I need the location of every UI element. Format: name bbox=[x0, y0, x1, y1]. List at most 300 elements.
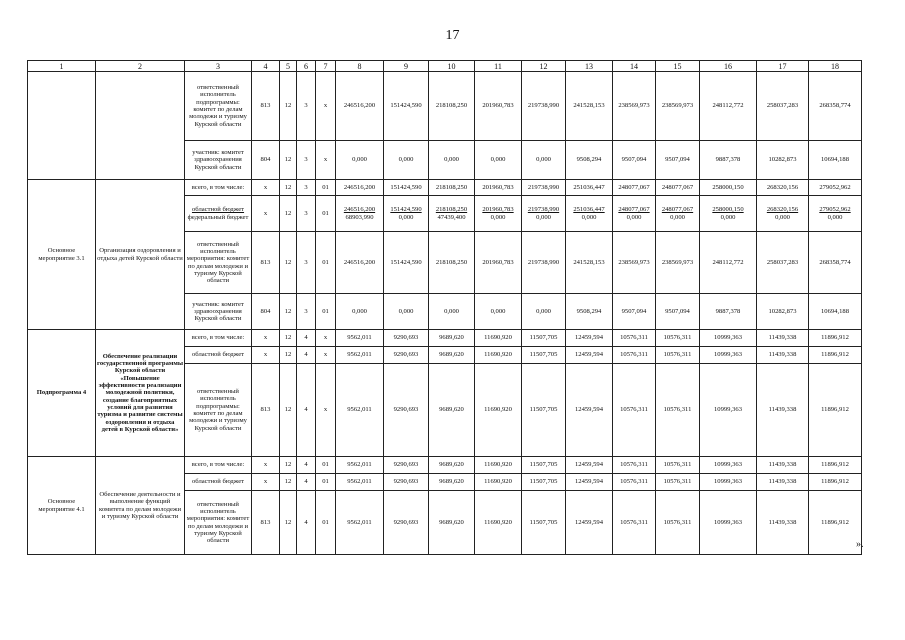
value-main: 10576,311 bbox=[663, 461, 692, 469]
value-cell bbox=[384, 180, 429, 196]
value-cell bbox=[757, 474, 809, 491]
value-main: 10576,311 bbox=[663, 478, 692, 486]
value-secondary: 0,000 bbox=[670, 213, 685, 221]
value-cell bbox=[656, 72, 700, 141]
value-cell bbox=[700, 474, 757, 491]
value-cell bbox=[522, 232, 566, 294]
value-cell bbox=[252, 232, 280, 294]
value-main: 10576,311 bbox=[663, 334, 692, 342]
value-cell bbox=[252, 474, 280, 491]
value-cell bbox=[384, 457, 429, 474]
value-cell bbox=[656, 294, 700, 330]
value-cell bbox=[384, 347, 429, 364]
executor-cell bbox=[185, 196, 252, 232]
value-main: х bbox=[323, 351, 328, 359]
value-cell bbox=[475, 196, 522, 232]
value-cell bbox=[429, 294, 475, 330]
value-cell bbox=[656, 364, 700, 457]
value-cell bbox=[566, 457, 613, 474]
value-main: 9290,693 bbox=[393, 461, 419, 469]
value-main: 11690,920 bbox=[484, 406, 512, 414]
value-main: 12459,594 bbox=[574, 351, 604, 359]
value-cell bbox=[252, 294, 280, 330]
value-cell bbox=[566, 491, 613, 555]
executor-cell bbox=[185, 141, 252, 180]
value-cell bbox=[757, 330, 809, 347]
column-number-cell: 2 bbox=[96, 61, 185, 72]
value-main: х bbox=[323, 156, 328, 164]
value-main: 9562,011 bbox=[347, 334, 372, 342]
value-cell bbox=[252, 196, 280, 232]
value-main: 10999,363 bbox=[713, 334, 743, 342]
value-main: 9689,620 bbox=[439, 351, 464, 359]
value-main: х bbox=[263, 209, 268, 217]
value-main: 10576,311 bbox=[663, 518, 692, 526]
value-main: х bbox=[323, 334, 328, 342]
program-name-cell: Обеспечение деятельности и выполнение функций комитета по делам молодежи и туризму Курской области bbox=[96, 457, 185, 555]
value-cell bbox=[316, 457, 336, 474]
value-main: 268358,774 bbox=[819, 102, 851, 110]
value-cell bbox=[522, 196, 566, 232]
value-cell bbox=[656, 180, 700, 196]
value-main: 9562,011 bbox=[347, 406, 372, 414]
value-main: 238569,973 bbox=[661, 258, 694, 266]
value-main: 10576,311 bbox=[620, 406, 648, 414]
executor-text: ответственный исполнитель подпрограммы: комитет по делам молодежи и туризму Курской области bbox=[189, 388, 247, 432]
value-cell bbox=[566, 72, 613, 141]
value-main: 9507,094 bbox=[665, 307, 690, 315]
value-main: 4 bbox=[304, 518, 308, 526]
value-cell bbox=[429, 457, 475, 474]
value-cell bbox=[384, 491, 429, 555]
value-cell bbox=[429, 347, 475, 364]
value-main: 12459,594 bbox=[574, 406, 604, 414]
value-secondary: 0,000 bbox=[398, 213, 414, 221]
value-main: 11896,912 bbox=[821, 478, 849, 486]
value-main: 11439,338 bbox=[768, 478, 797, 486]
value-main: 201960,783 bbox=[482, 102, 514, 110]
value-main: 218108,250 bbox=[435, 102, 468, 110]
value-cell bbox=[656, 457, 700, 474]
value-main: 241528,153 bbox=[573, 258, 605, 266]
value-cell bbox=[316, 491, 336, 555]
value-cell bbox=[297, 347, 316, 364]
value-main: 11507,705 bbox=[529, 461, 558, 469]
value-cell bbox=[297, 180, 316, 196]
value-cell bbox=[809, 491, 862, 555]
value-cell bbox=[656, 474, 700, 491]
value-main: 3 bbox=[304, 102, 308, 110]
value-main: 12 bbox=[284, 209, 292, 217]
value-main: 4 bbox=[304, 334, 308, 342]
value-main: 0,000 bbox=[398, 307, 414, 315]
value-cell bbox=[522, 491, 566, 555]
value-cell bbox=[757, 294, 809, 330]
value-main: 9290,693 bbox=[393, 478, 419, 486]
executor-cell bbox=[185, 364, 252, 457]
value-cell bbox=[566, 232, 613, 294]
value-main: 9507,094 bbox=[621, 156, 647, 164]
header-row bbox=[28, 61, 862, 72]
value-main: 11439,338 bbox=[768, 334, 797, 342]
value-main: 12 bbox=[284, 461, 292, 469]
value-main: 9689,620 bbox=[439, 478, 464, 486]
value-main: 9689,620 bbox=[439, 334, 464, 342]
value-main: х bbox=[263, 183, 268, 191]
program-item-cell: Подпрограмма 4 bbox=[28, 330, 96, 457]
value-cell bbox=[700, 141, 757, 180]
value-cell bbox=[656, 196, 700, 232]
value-cell bbox=[475, 474, 522, 491]
value-main: 238569,973 bbox=[661, 102, 694, 110]
value-main: 268320,156 bbox=[766, 206, 799, 214]
executor-cell bbox=[185, 347, 252, 364]
value-cell bbox=[809, 196, 862, 232]
value-cell bbox=[809, 232, 862, 294]
value-main: 9507,094 bbox=[665, 156, 690, 164]
value-cell bbox=[613, 474, 656, 491]
value-cell bbox=[280, 141, 297, 180]
value-main: 4 bbox=[304, 406, 308, 414]
value-cell bbox=[522, 294, 566, 330]
value-main: 813 bbox=[260, 102, 271, 110]
value-main: 251036,447 bbox=[573, 183, 605, 191]
value-main: 11507,705 bbox=[529, 351, 558, 359]
value-cell bbox=[297, 232, 316, 294]
value-main: 12459,594 bbox=[574, 461, 604, 469]
value-main: 01 bbox=[322, 258, 329, 266]
program-name-cell bbox=[96, 72, 185, 180]
value-secondary: 0,000 bbox=[490, 213, 506, 221]
value-secondary: 0,000 bbox=[720, 213, 736, 221]
value-main: 9508,294 bbox=[576, 307, 602, 315]
value-cell bbox=[809, 72, 862, 141]
value-cell bbox=[700, 491, 757, 555]
value-main: 11690,920 bbox=[484, 518, 512, 526]
value-cell bbox=[384, 196, 429, 232]
value-main: 9562,011 bbox=[347, 351, 372, 359]
table-row bbox=[28, 180, 862, 196]
value-main: 12 bbox=[284, 406, 292, 414]
value-main: 219738,990 bbox=[527, 183, 560, 191]
value-main: 238569,973 bbox=[618, 102, 650, 110]
value-cell bbox=[613, 294, 656, 330]
value-cell bbox=[700, 457, 757, 474]
value-main: 9290,693 bbox=[393, 518, 419, 526]
value-cell bbox=[475, 294, 522, 330]
value-main: 10999,363 bbox=[713, 351, 743, 359]
value-cell bbox=[316, 232, 336, 294]
table-row bbox=[28, 457, 862, 474]
value-cell bbox=[384, 232, 429, 294]
value-main: 0,000 bbox=[490, 307, 506, 315]
executor-cell bbox=[185, 474, 252, 491]
value-main: 258037,283 bbox=[766, 102, 799, 110]
value-cell bbox=[700, 196, 757, 232]
value-cell bbox=[757, 196, 809, 232]
value-secondary: 0,000 bbox=[775, 213, 790, 221]
value-main: 10282,873 bbox=[768, 307, 797, 315]
value-cell bbox=[297, 141, 316, 180]
column-number-cell: 17 bbox=[757, 61, 809, 72]
value-cell bbox=[522, 72, 566, 141]
value-main: 279052,962 bbox=[819, 183, 851, 191]
value-main: 3 bbox=[304, 183, 308, 191]
value-main: 151424,590 bbox=[390, 183, 422, 191]
value-main: 12459,594 bbox=[574, 478, 604, 486]
value-cell bbox=[316, 141, 336, 180]
value-cell bbox=[809, 330, 862, 347]
value-main: 813 bbox=[260, 518, 271, 526]
executor-text-secondary: федеральный бюджет bbox=[187, 213, 249, 221]
value-main: 246516,200 bbox=[343, 102, 376, 110]
value-cell bbox=[475, 457, 522, 474]
value-main: 10576,311 bbox=[620, 518, 648, 526]
value-main: 813 bbox=[260, 258, 271, 266]
value-main: 10999,363 bbox=[713, 406, 743, 414]
value-cell bbox=[280, 474, 297, 491]
value-main: 0,000 bbox=[536, 307, 551, 315]
value-main: 10576,311 bbox=[620, 478, 648, 486]
value-cell bbox=[656, 232, 700, 294]
value-main: 9689,620 bbox=[439, 406, 464, 414]
column-number-cell: 14 bbox=[613, 61, 656, 72]
value-cell bbox=[384, 294, 429, 330]
value-main: 10576,311 bbox=[620, 351, 648, 359]
value-main: 01 bbox=[322, 478, 329, 486]
value-cell bbox=[700, 180, 757, 196]
value-cell bbox=[475, 491, 522, 555]
value-cell bbox=[384, 330, 429, 347]
value-cell bbox=[429, 141, 475, 180]
value-cell bbox=[757, 180, 809, 196]
value-cell bbox=[757, 141, 809, 180]
value-cell bbox=[297, 294, 316, 330]
value-cell bbox=[475, 232, 522, 294]
value-main: 4 bbox=[304, 461, 308, 469]
executor-text: ответственный исполнитель мероприятия: комитет по делам молодежи и туризму Курской области bbox=[186, 500, 250, 545]
value-cell bbox=[316, 180, 336, 196]
value-cell bbox=[613, 330, 656, 347]
value-cell bbox=[297, 196, 316, 232]
value-main: 218108,250 bbox=[435, 206, 468, 214]
value-cell bbox=[522, 457, 566, 474]
value-main: 258000,150 bbox=[712, 183, 744, 191]
value-cell bbox=[566, 364, 613, 457]
value-main: 10999,363 bbox=[713, 478, 743, 486]
value-main: 246516,200 bbox=[343, 183, 376, 191]
value-main: 248112,772 bbox=[712, 102, 744, 110]
value-secondary: 0,000 bbox=[827, 213, 843, 221]
value-main: х bbox=[263, 334, 268, 342]
value-main: 9562,011 bbox=[347, 478, 372, 486]
value-cell bbox=[252, 364, 280, 457]
column-number-cell: 12 bbox=[522, 61, 566, 72]
value-cell bbox=[757, 72, 809, 141]
value-main: 9507,094 bbox=[621, 307, 647, 315]
page-number: 17 bbox=[445, 28, 460, 43]
value-cell bbox=[429, 364, 475, 457]
value-cell bbox=[384, 474, 429, 491]
value-main: 813 bbox=[260, 406, 271, 414]
column-number-cell: 1 bbox=[28, 61, 96, 72]
executor-text: участник: комитет здравоохранения Курской области bbox=[192, 149, 244, 171]
executor-cell bbox=[185, 491, 252, 555]
value-main: 11690,920 bbox=[484, 461, 512, 469]
value-main: 219738,990 bbox=[527, 102, 560, 110]
value-main: 9887,378 bbox=[715, 156, 741, 164]
value-cell bbox=[280, 491, 297, 555]
value-main: 238569,973 bbox=[618, 258, 650, 266]
value-cell bbox=[252, 141, 280, 180]
program-item-cell: Основное мероприятие 4.1 bbox=[28, 457, 96, 555]
value-main: 12 bbox=[284, 518, 292, 526]
value-cell bbox=[336, 72, 384, 141]
value-main: 10576,311 bbox=[663, 406, 692, 414]
value-cell bbox=[757, 232, 809, 294]
value-cell bbox=[297, 330, 316, 347]
value-main: 10576,311 bbox=[620, 461, 648, 469]
value-cell bbox=[522, 364, 566, 457]
value-cell bbox=[613, 141, 656, 180]
value-main: х bbox=[263, 351, 268, 359]
value-cell bbox=[336, 294, 384, 330]
value-cell bbox=[384, 364, 429, 457]
value-main: 12 bbox=[284, 351, 292, 359]
value-main: 9562,011 bbox=[347, 461, 372, 469]
value-cell bbox=[280, 364, 297, 457]
value-cell bbox=[522, 141, 566, 180]
value-secondary: 0,000 bbox=[581, 213, 597, 221]
column-number-cell: 13 bbox=[566, 61, 613, 72]
value-cell bbox=[280, 347, 297, 364]
value-cell bbox=[336, 474, 384, 491]
value-main: 11690,920 bbox=[484, 334, 512, 342]
value-cell bbox=[475, 180, 522, 196]
value-main: 268358,774 bbox=[819, 258, 851, 266]
value-secondary: 0,000 bbox=[536, 213, 551, 221]
value-main: 0,000 bbox=[444, 307, 459, 315]
value-main: 248112,772 bbox=[712, 258, 744, 266]
value-cell bbox=[252, 457, 280, 474]
value-cell bbox=[613, 180, 656, 196]
closing-quote-mark: ». bbox=[856, 539, 864, 550]
value-main: 248077,067 bbox=[618, 206, 650, 214]
column-number-cell: 18 bbox=[809, 61, 862, 72]
value-cell bbox=[252, 347, 280, 364]
value-main: 0,000 bbox=[490, 156, 506, 164]
value-cell bbox=[522, 474, 566, 491]
value-cell bbox=[252, 180, 280, 196]
value-main: 201960,783 bbox=[482, 206, 514, 214]
value-cell bbox=[297, 72, 316, 141]
value-cell bbox=[656, 491, 700, 555]
value-cell bbox=[566, 347, 613, 364]
value-cell bbox=[566, 294, 613, 330]
value-main: 10694,188 bbox=[820, 156, 850, 164]
executor-text: областной бюджет bbox=[191, 478, 245, 486]
value-cell bbox=[297, 474, 316, 491]
executor-cell bbox=[185, 232, 252, 294]
value-cell bbox=[280, 72, 297, 141]
value-main: 9290,693 bbox=[393, 334, 419, 342]
value-cell bbox=[475, 330, 522, 347]
value-cell bbox=[757, 457, 809, 474]
value-main: 3 bbox=[304, 307, 308, 315]
value-main: 12 bbox=[284, 183, 292, 191]
column-number-cell: 3 bbox=[185, 61, 252, 72]
value-main: 0,000 bbox=[352, 307, 367, 315]
value-secondary: 68903,990 bbox=[345, 213, 374, 221]
value-cell bbox=[700, 330, 757, 347]
value-cell bbox=[613, 491, 656, 555]
value-main: 246516,200 bbox=[343, 206, 376, 214]
value-cell bbox=[316, 196, 336, 232]
column-number-cell: 11 bbox=[475, 61, 522, 72]
value-cell bbox=[700, 72, 757, 141]
value-main: 258000,150 bbox=[712, 206, 744, 214]
column-number-cell: 9 bbox=[384, 61, 429, 72]
value-cell bbox=[429, 180, 475, 196]
value-main: 804 bbox=[260, 307, 271, 315]
value-cell bbox=[613, 457, 656, 474]
column-number-cell: 16 bbox=[700, 61, 757, 72]
value-cell bbox=[475, 72, 522, 141]
value-cell bbox=[809, 180, 862, 196]
value-cell bbox=[297, 457, 316, 474]
column-number-cell: 7 bbox=[316, 61, 336, 72]
value-cell bbox=[809, 347, 862, 364]
value-main: х bbox=[263, 478, 268, 486]
value-main: 12459,594 bbox=[574, 334, 604, 342]
value-main: 11896,912 bbox=[821, 334, 849, 342]
value-main: 4 bbox=[304, 351, 308, 359]
value-cell bbox=[336, 364, 384, 457]
value-cell bbox=[316, 294, 336, 330]
value-main: 4 bbox=[304, 478, 308, 486]
value-cell bbox=[280, 294, 297, 330]
value-main: 12 bbox=[284, 102, 292, 110]
value-cell bbox=[656, 141, 700, 180]
value-cell bbox=[429, 72, 475, 141]
value-main: 9562,011 bbox=[347, 518, 372, 526]
value-main: 9689,620 bbox=[439, 461, 464, 469]
column-number-cell: 6 bbox=[297, 61, 316, 72]
executor-text: ответственный исполнитель подпрограммы: комитет по делам молодежи и туризму Курской области bbox=[189, 84, 247, 128]
value-main: 0,000 bbox=[536, 156, 551, 164]
value-main: 11439,338 bbox=[768, 351, 797, 359]
column-number-cell: 5 bbox=[280, 61, 297, 72]
table-row bbox=[28, 330, 862, 347]
value-main: 10576,311 bbox=[620, 334, 648, 342]
value-cell bbox=[656, 330, 700, 347]
value-main: 9290,693 bbox=[393, 351, 419, 359]
value-cell bbox=[280, 180, 297, 196]
value-cell bbox=[700, 347, 757, 364]
value-cell bbox=[809, 294, 862, 330]
value-cell bbox=[280, 457, 297, 474]
column-number-cell: 4 bbox=[252, 61, 280, 72]
value-main: 12 bbox=[284, 478, 292, 486]
value-main: 246516,200 bbox=[343, 258, 376, 266]
column-number-cell: 15 bbox=[656, 61, 700, 72]
executor-text: всего, в том числе: bbox=[191, 461, 245, 469]
value-main: 10694,188 bbox=[820, 307, 850, 315]
value-cell bbox=[613, 196, 656, 232]
executor-text: областной бюджет bbox=[191, 351, 245, 359]
value-main: 11439,338 bbox=[768, 406, 797, 414]
value-cell bbox=[316, 474, 336, 491]
